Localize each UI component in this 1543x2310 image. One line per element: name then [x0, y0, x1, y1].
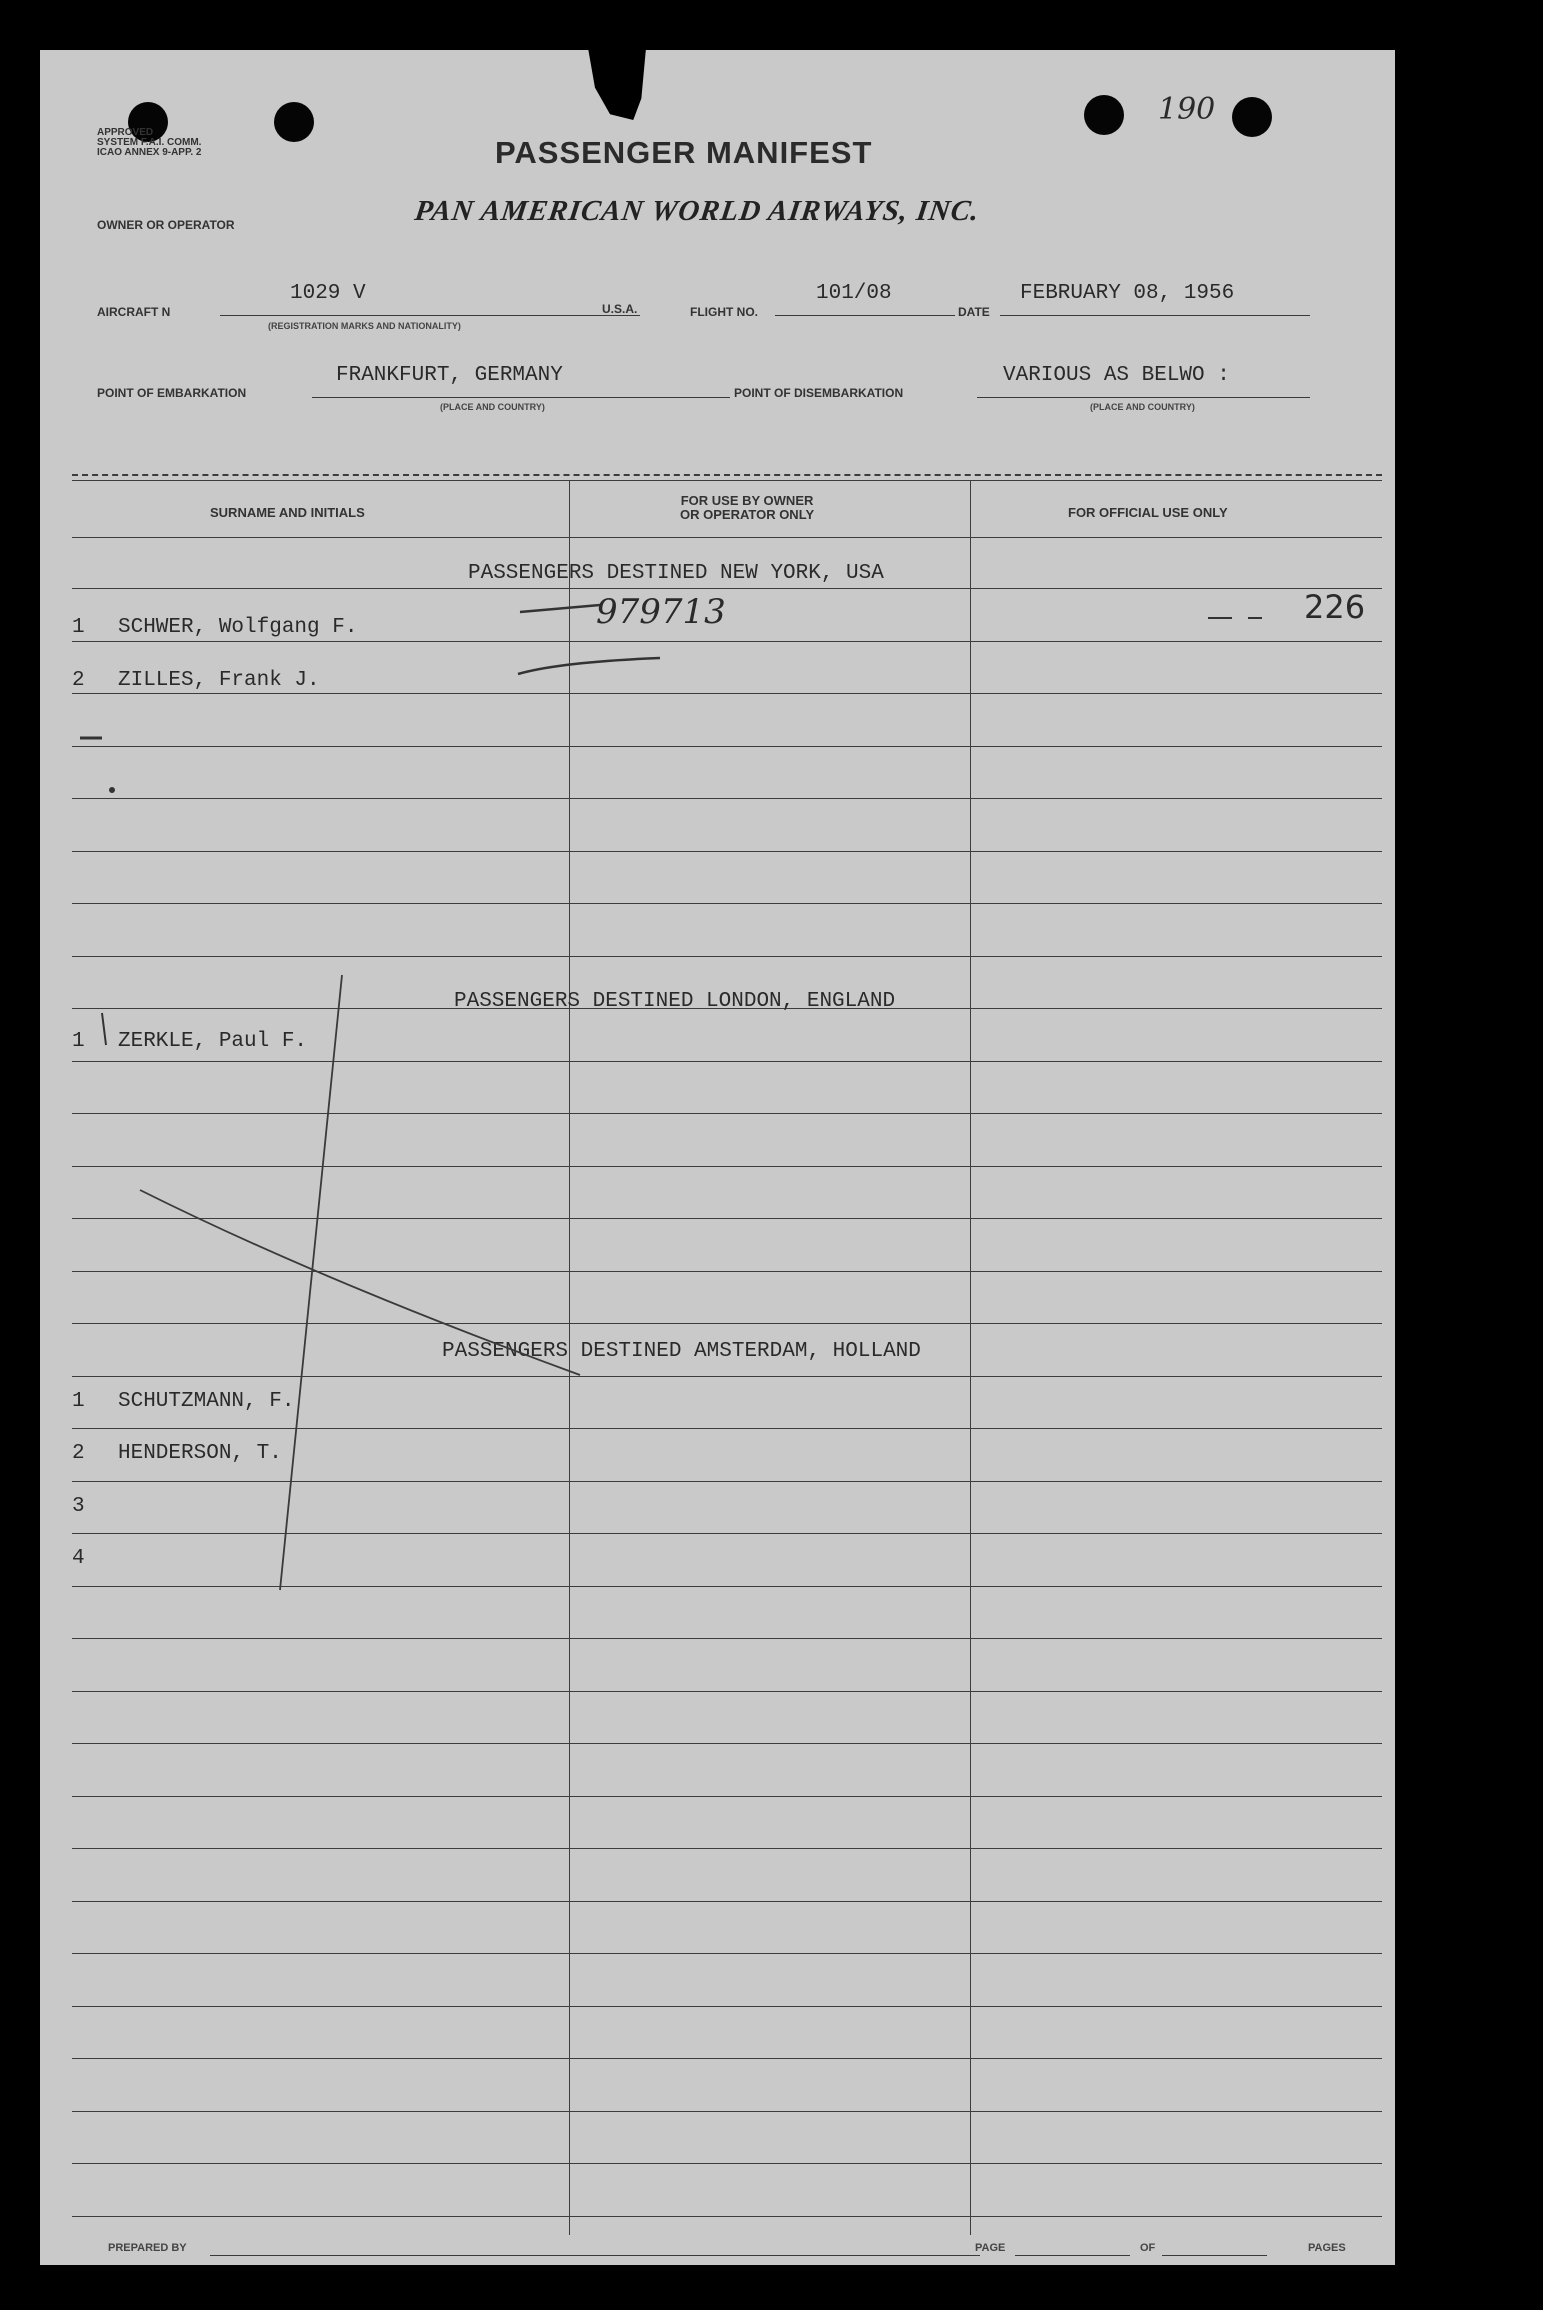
page-label: PAGE: [975, 2242, 1006, 2254]
row-rule: [72, 1061, 1382, 1062]
row-rule: [72, 1428, 1382, 1429]
nationality-text: U.S.A.: [602, 302, 638, 316]
aircraft-underline: [220, 315, 640, 316]
row-rule: [72, 1113, 1382, 1114]
row-rule: [72, 1848, 1382, 1849]
approval-note: APPROVED SYSTEM F.A.I. COMM. ICAO ANNEX 9-APP. 2: [97, 127, 202, 158]
row-rule: [72, 1691, 1382, 1692]
row-rule: [72, 1638, 1382, 1639]
surname-header: SURNAME AND INITIALS: [210, 505, 365, 520]
handwritten-official-number: 226: [1304, 588, 1366, 626]
passenger-number: 4: [72, 1547, 85, 1570]
prepared-by-line: [210, 2255, 980, 2256]
manifest-sheet: [40, 50, 1395, 2265]
disembarkation-sublabel: (PLACE AND COUNTRY): [1090, 402, 1195, 412]
aircraft-label: AIRCRAFT N: [97, 305, 171, 319]
row-rule: [72, 956, 1382, 957]
embarkation-sublabel: (PLACE AND COUNTRY): [440, 402, 545, 412]
disembarkation-label: POINT OF DISEMBARKATION: [734, 386, 904, 400]
margin-mark: [102, 1013, 106, 1045]
row-rule: [72, 1376, 1382, 1377]
row-rule: [72, 2006, 1382, 2007]
table-top-border: [72, 480, 1382, 481]
passenger-name: HENDERSON, T.: [118, 1442, 282, 1465]
table-top-border: [72, 474, 1382, 476]
row-rule: [72, 851, 1382, 852]
punch-hole: [274, 102, 314, 142]
pen-dash: [520, 605, 600, 612]
row-rule: [72, 2216, 1382, 2217]
row-rule: [72, 1323, 1382, 1324]
embarkation-value: FRANKFURT, GERMANY: [336, 364, 563, 387]
row-rule: [72, 2163, 1382, 2164]
passenger-number: 1: [72, 616, 85, 639]
page-title: PASSENGER MANIFEST: [495, 135, 873, 170]
margin-dot: [109, 787, 115, 793]
pen-dash: [518, 658, 660, 674]
row-rule: [72, 1218, 1382, 1219]
row-rule: [72, 1586, 1382, 1587]
passenger-number: 1: [72, 1030, 85, 1053]
embarkation-label: POINT OF EMBARKATION: [97, 386, 247, 400]
row-rule: [72, 537, 1382, 538]
punch-hole: [1232, 97, 1272, 137]
passenger-number: 1: [72, 1390, 85, 1413]
passenger-name: ZERKLE, Paul F.: [118, 1030, 308, 1053]
handwritten-owner-number: 979713: [596, 592, 726, 632]
row-rule: [72, 1953, 1382, 1954]
flight-label: FLIGHT NO.: [690, 305, 758, 319]
date-underline: [1000, 315, 1310, 316]
corner-handwritten-mark: 190: [1158, 92, 1216, 127]
pages-label: PAGES: [1308, 2242, 1346, 2254]
date-label: DATE: [958, 305, 990, 319]
row-rule: [72, 1481, 1382, 1482]
passenger-name: SCHWER, Wolfgang F.: [118, 616, 358, 639]
aircraft-value: 1029 V: [290, 282, 366, 305]
row-rule: [72, 1901, 1382, 1902]
disembarkation-underline: [977, 397, 1310, 398]
section-heading-amsterdam: PASSENGERS DESTINED AMSTERDAM, HOLLAND: [442, 1340, 921, 1363]
official-use-header: FOR OFFICIAL USE ONLY: [1068, 505, 1228, 520]
owner-label: OWNER OR OPERATOR: [97, 218, 235, 232]
passenger-name: SCHUTZMANN, F.: [118, 1390, 295, 1413]
passenger-number: 2: [72, 1442, 85, 1465]
flight-underline: [775, 315, 955, 316]
embarkation-underline: [312, 397, 730, 398]
row-rule: [72, 1271, 1382, 1272]
operator-name: PAN AMERICAN WORLD AIRWAYS, INC.: [412, 195, 982, 227]
row-rule: [72, 903, 1382, 904]
passenger-number: 2: [72, 669, 85, 692]
section-heading-new-york: PASSENGERS DESTINED NEW YORK, USA: [468, 562, 884, 585]
row-rule: [72, 746, 1382, 747]
row-rule: [72, 2058, 1382, 2059]
section-heading-london: PASSENGERS DESTINED LONDON, ENGLAND: [454, 990, 896, 1013]
aircraft-sublabel: (REGISTRATION MARKS AND NATIONALITY): [268, 321, 461, 331]
page-line: [1015, 2255, 1130, 2256]
passenger-name: ZILLES, Frank J.: [118, 669, 320, 692]
flight-value: 101/08: [816, 282, 892, 305]
row-rule: [72, 588, 1382, 589]
row-rule: [72, 1743, 1382, 1744]
of-line: [1162, 2255, 1267, 2256]
punch-hole: [1084, 95, 1124, 135]
row-rule: [72, 2111, 1382, 2112]
column-divider: [970, 480, 971, 2235]
row-rule: [72, 693, 1382, 694]
of-label: OF: [1140, 2242, 1156, 2254]
prepared-by-label: PREPARED BY: [108, 2242, 187, 2254]
passenger-number: 3: [72, 1495, 85, 1518]
pen-vertical-stroke: [280, 975, 342, 1590]
torn-notch: [588, 48, 646, 120]
row-rule: [72, 1796, 1382, 1797]
row-rule: [72, 1533, 1382, 1534]
owner-use-header: FOR USE BY OWNER OR OPERATOR ONLY: [680, 493, 815, 522]
row-rule: [72, 641, 1382, 642]
row-rule: [72, 1166, 1382, 1167]
date-value: FEBRUARY 08, 1956: [1020, 282, 1235, 305]
disembarkation-value: VARIOUS AS BELWO :: [1003, 364, 1230, 387]
row-rule: [72, 798, 1382, 799]
